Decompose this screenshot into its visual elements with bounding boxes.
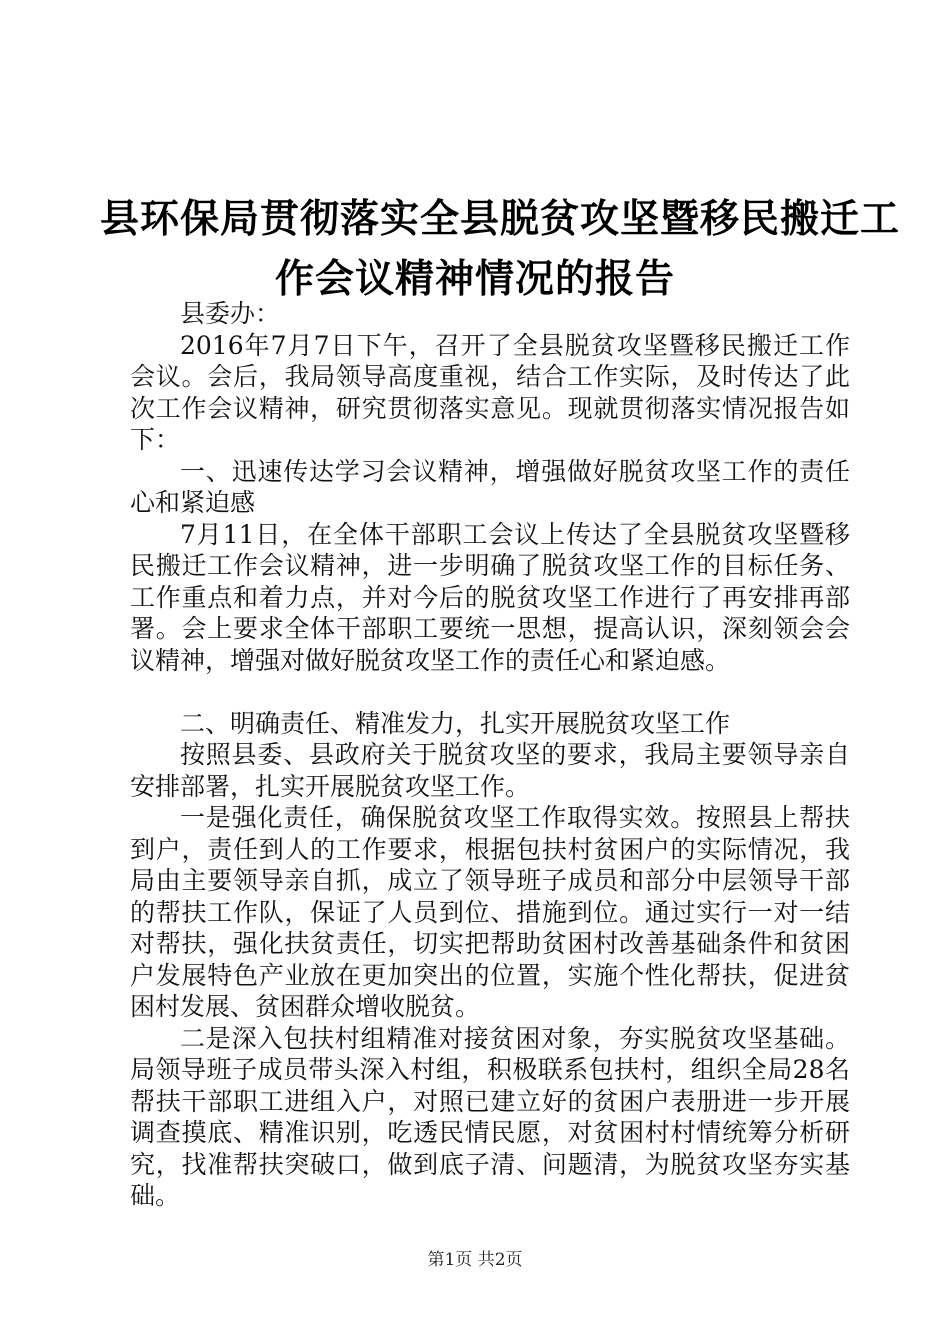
paragraph-point-2: 二是深入包扶村组精准对接贫困对象，夯实脱贫攻坚基础。局领导班子成员带头深入村组，积极联系包扶村，组织全局28名帮扶干部职工进组入户，对照已建立好的贫困户表册进一步开展调查摸底、精准识别，吃透民情民愿，对贫困村村情统筹分析研究，找准帮扶突破口，做到底子清、问题清，为脱贫攻坚夯实基础。 — [130, 1023, 850, 1210]
page-number-footer: 第1页 共2页 — [427, 1250, 523, 1270]
section-heading-2: 二、明确责任、精准发力，扎实开展脱贫攻坚工作 — [180, 708, 731, 738]
paragraph-intro: 2016年7月7日下午，召开了全县脱贫攻坚暨移民搬迁工作会议。会后，我局领导高度重视，结合工作实际，及时传达了此次工作会议精神，研究贯彻落实意见。现就贯彻落实情况报告如下： — [130, 330, 850, 454]
document-body — [130, 298, 850, 1212]
paragraph-section-2-intro: 按照县委、县政府关于脱贫攻坚的要求，我局主要领导亲自安排部署，扎实开展脱贫攻坚工作。 — [130, 740, 850, 801]
paragraph-section-1: 7月11日，在全体干部职工会议上传达了全县脱贫攻坚暨移民搬迁工作会议精神，进一步明确了脱贫攻坚工作的目标任务、工作重点和着力点，并对今后的脱贫攻坚工作进行了再安排再部署。会上要求全体干部职工要统一思想，提高认识，深刻领会会议精神，增强对做好脱贫攻坚工作的责任心和紧迫感。 — [130, 519, 850, 675]
document-title-line-1: 县环保局贯彻落实全县脱贫攻坚暨移民搬迁工 — [100, 197, 901, 242]
document-title-line-2: 作会议精神情况的报告 — [274, 257, 675, 302]
section-heading-1: 一、迅速传达学习会议精神，增强做好脱贫攻坚工作的责任心和紧迫感 — [130, 456, 850, 517]
paragraph-point-1: 一是强化责任，确保脱贫攻坚工作取得实效。按照县上帮扶到户，责任到人的工作要求，根据包扶村贫困户的实际情况，我局由主要领导亲自抓，成立了领导班子成员和部分中层领导干部的帮扶工作队，保证了人员到位、措施到位。通过实行一对一结对帮扶，强化扶贫责任，切实把帮助贫困村改善基础条件和贫困户发展特色产业放在更加突出的位置，实施个性化帮扶，促进贫困村发展、贫困群众增收脱贫。 — [130, 803, 850, 1021]
salutation: 县委办： — [180, 299, 281, 328]
